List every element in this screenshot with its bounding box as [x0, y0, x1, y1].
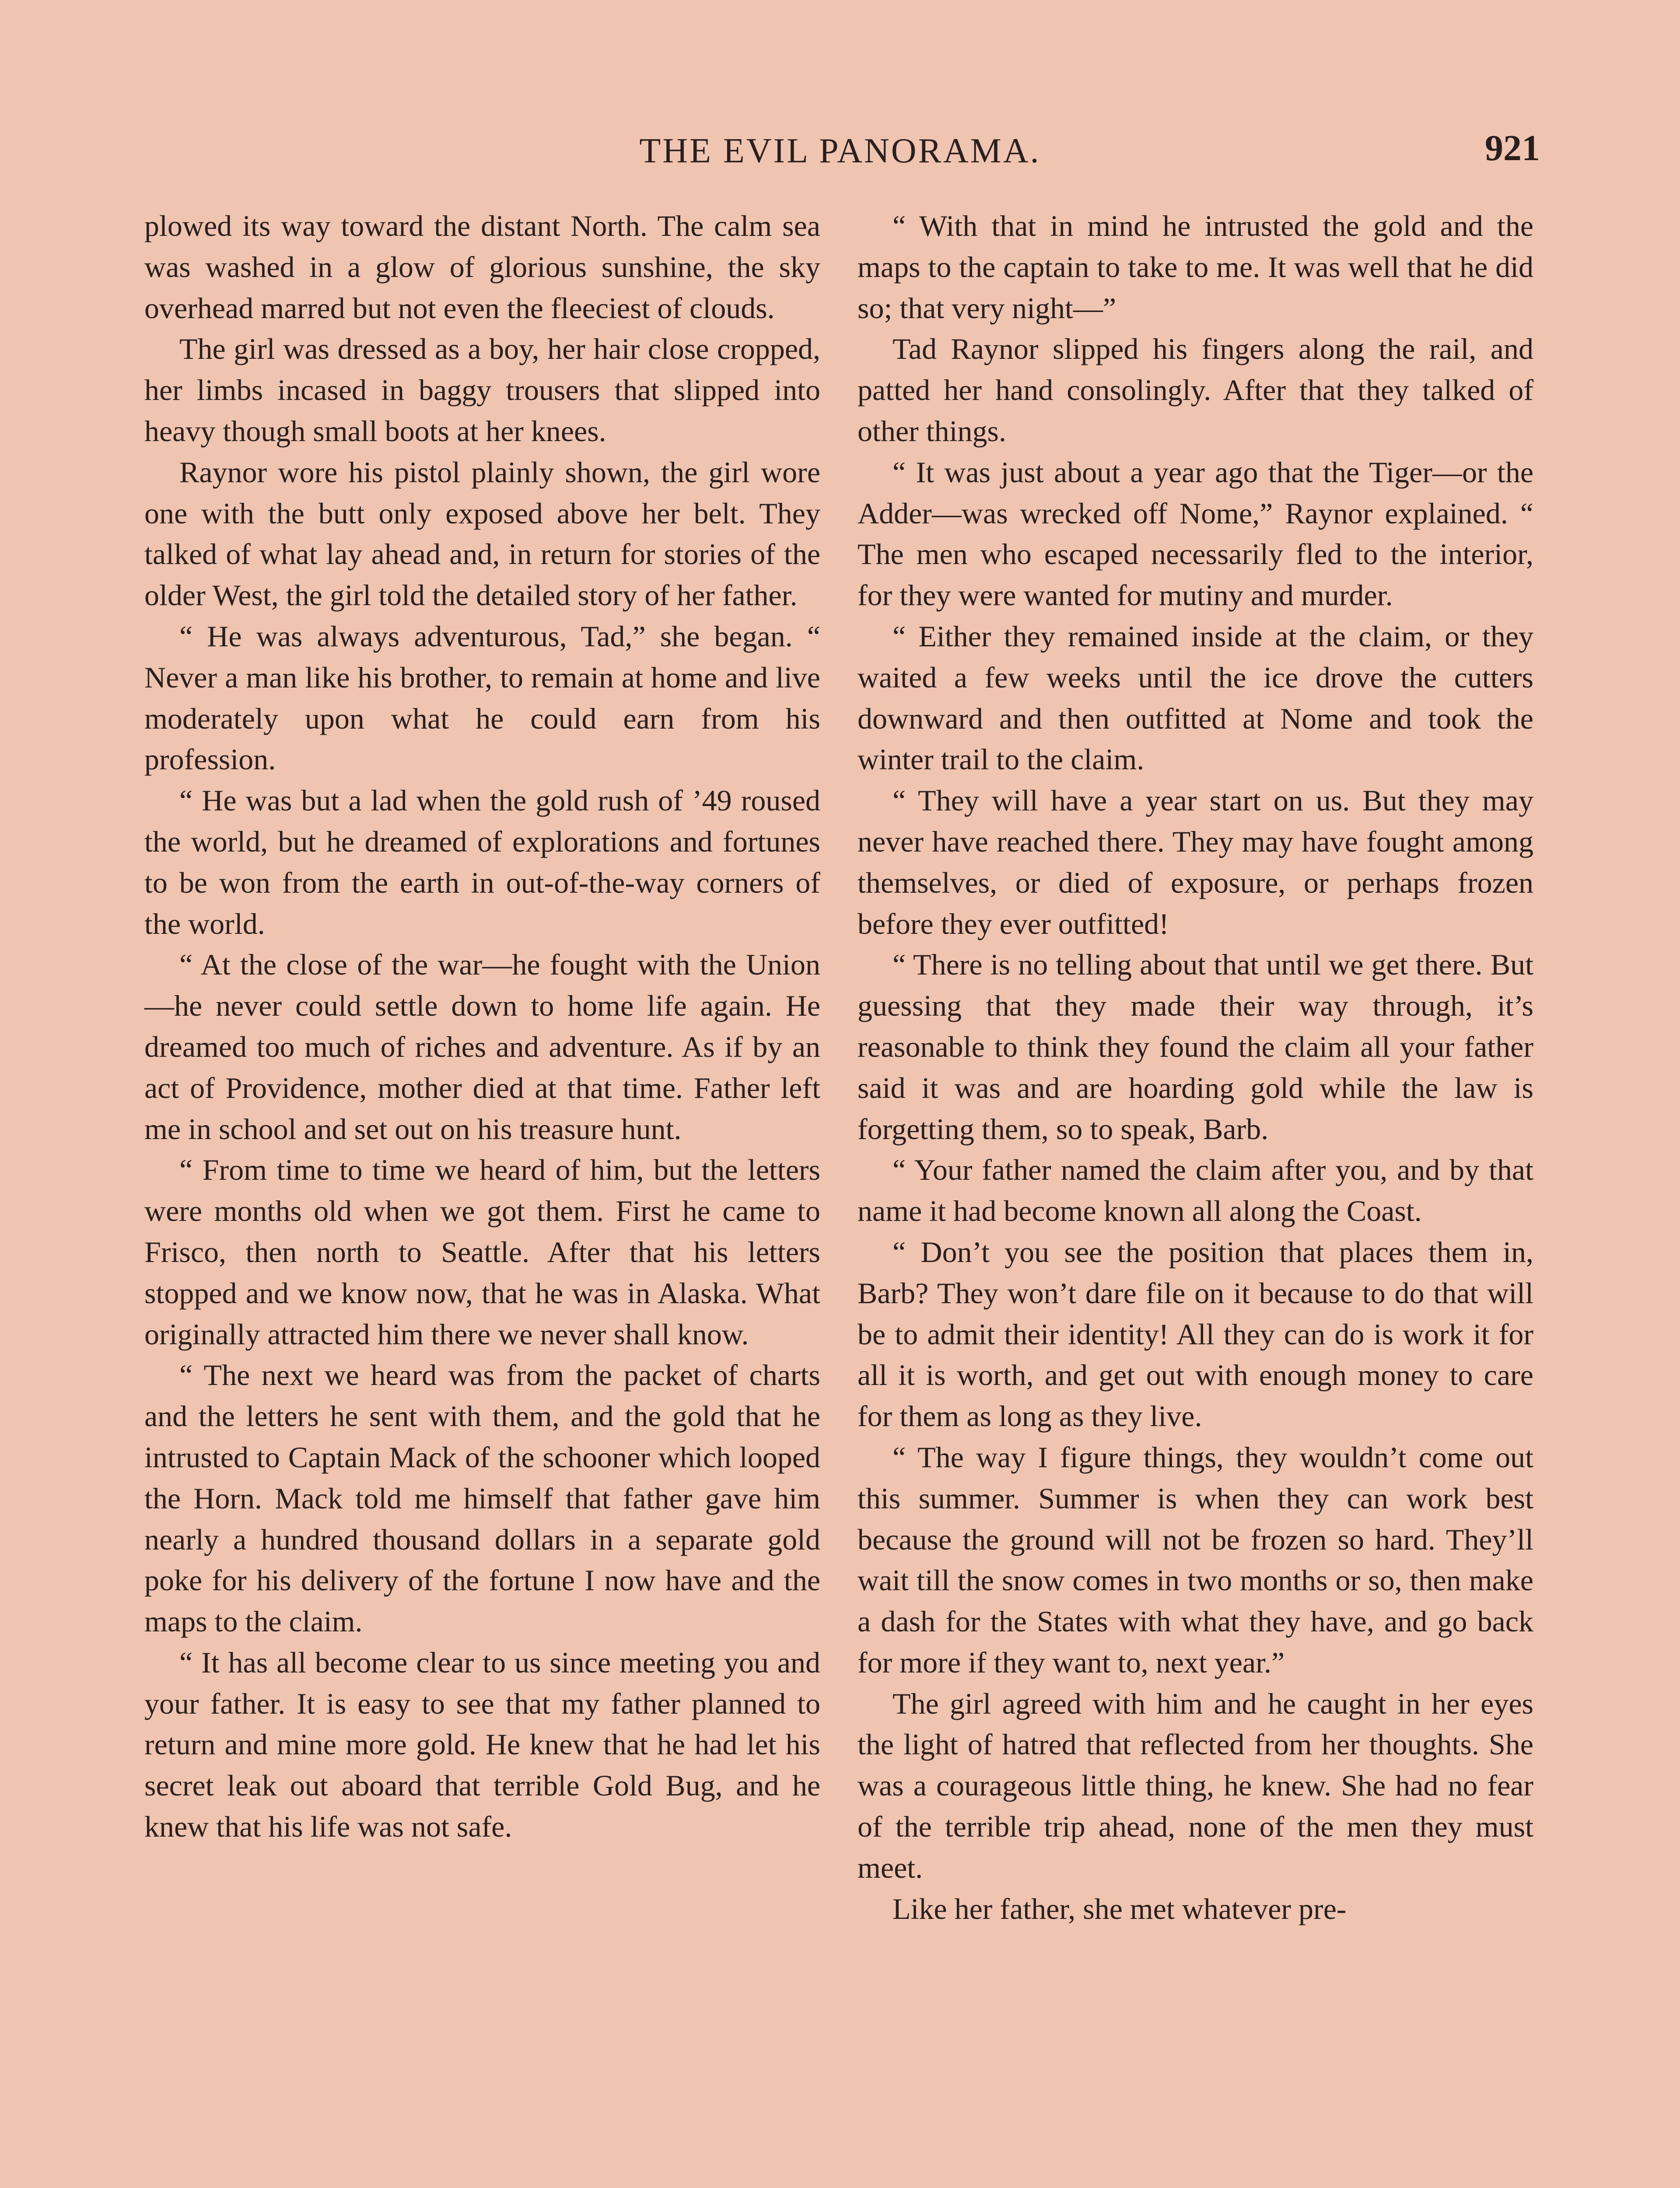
page-number: 921	[1485, 128, 1540, 168]
right-column	[858, 206, 1533, 1929]
paragraph: “ They will have a year start on us. But they may never have reached there. They may have fought among themselves, or died of exposure, or perhaps frozen before they ever outfitted!	[858, 784, 1533, 940]
paragraph: “ It was just about a year ago that the Tiger—or the Adder—was wrecked off Nome,” Raynor explained. “ The men who escaped necessarily fled to the interior, for they were wanted for mutiny and murder.	[858, 455, 1533, 612]
paragraph: “ From time to time we heard of him, but the letters were months old when we got them. First he came to Frisco, then north to Seattle. After that his letters stopped and we know now, that he was in Alaska. What originally attracted him there we never shall know.	[144, 1153, 820, 1351]
page-header	[140, 127, 1540, 179]
paragraph: “ He was always adventurous, Tad,” she began. “ Never a man like his brother, to remain at home and live moderately upon what he could earn from his profession.	[144, 619, 820, 776]
paragraph: “ There is no telling about that until we get there. But guessing that they made their way through, it’s reasonable to think they found the claim all your father said it was and are hoarding gold while the law is forgetting them, so to speak, Barb.	[858, 948, 1533, 1146]
paragraph: Like her father, she met whatever pre-	[892, 1892, 1347, 1925]
paragraph: “ With that in mind he intrusted the gold and the maps to the captain to take to me. It was well that he did so; that very night—”	[858, 209, 1533, 325]
running-title: THE EVIL PANORAMA.	[639, 132, 1041, 170]
paragraph: “ Don’t you see the position that places them in, Barb? They won’t dare file on it because to do that will be to admit their identity! All they can do is work it for all it is worth, and get out with enough money to care for them as long as they live.	[858, 1235, 1533, 1433]
paragraph: plowed its way toward the distant North. The calm sea was washed in a glow of glorious sunshine, the sky overhead marred but not even the fleeciest of clouds.	[144, 209, 820, 325]
paragraph: Tad Raynor slipped his fingers along the rail, and patted her hand consolingly. After that they talked of other things.	[858, 332, 1533, 448]
left-column	[144, 206, 820, 1848]
paragraph: Raynor wore his pistol plainly shown, the girl wore one with the butt only exposed above her belt. They talked of what lay ahead and, in return for stories of the older West, the girl told the detailed story of her father.	[144, 455, 820, 612]
paragraph: “ The way I figure things, they wouldn’t come out this summer. Summer is when they can work best because the ground will not be frozen so hard. They’ll wait till the snow comes in two months or so, then make a dash for the States with what they have, and go back for more if they want to, next year.”	[858, 1440, 1533, 1679]
paragraph: “ At the close of the war—he fought with the Union—he never could settle down to home life again. He dreamed too much of riches and adventure. As if by an act of Providence, mother died at that time. Father left me in school and set out on his treasure hunt.	[144, 948, 820, 1146]
paragraph: “ Either they remained inside at the claim, or they waited a few weeks until the ice drove the cutters downward and then outfitted at Nome and took the winter trail to the claim.	[858, 619, 1533, 776]
paragraph: “ The next we heard was from the packet of charts and the letters he sent with them, and the gold that he intrusted to Captain Mack of the schooner which looped the Horn. Mack told me himself that father gave him nearly a hundred thousand dollars in a separate gold poke for his delivery of the fortune I now have and the maps to the claim.	[144, 1358, 820, 1638]
paragraph: “ Your father named the claim after you, and by that name it had become known all along the Coast.	[858, 1153, 1533, 1228]
paragraph: The girl was dressed as a boy, her hair close cropped, her limbs incased in baggy trousers that slipped into heavy though small boots at her knees.	[144, 332, 820, 448]
paragraph: “ It has all become clear to us since meeting you and your father. It is easy to see that my father planned to return and mine more gold. He knew that he had let his secret leak out aboard that terrible Gold Bug, and he knew that his life was not safe.	[144, 1645, 820, 1844]
paragraph: “ He was but a lad when the gold rush of ’49 roused the world, but he dreamed of explorations and fortunes to be won from the earth in out-of-the-way corners of the world.	[144, 784, 820, 940]
paragraph: The girl agreed with him and he caught in her eyes the light of hatred that reflected from her thoughts. She was a courageous little thing, he knew. She had no fear of the terrible trip ahead, none of the men they must meet.	[858, 1687, 1533, 1884]
